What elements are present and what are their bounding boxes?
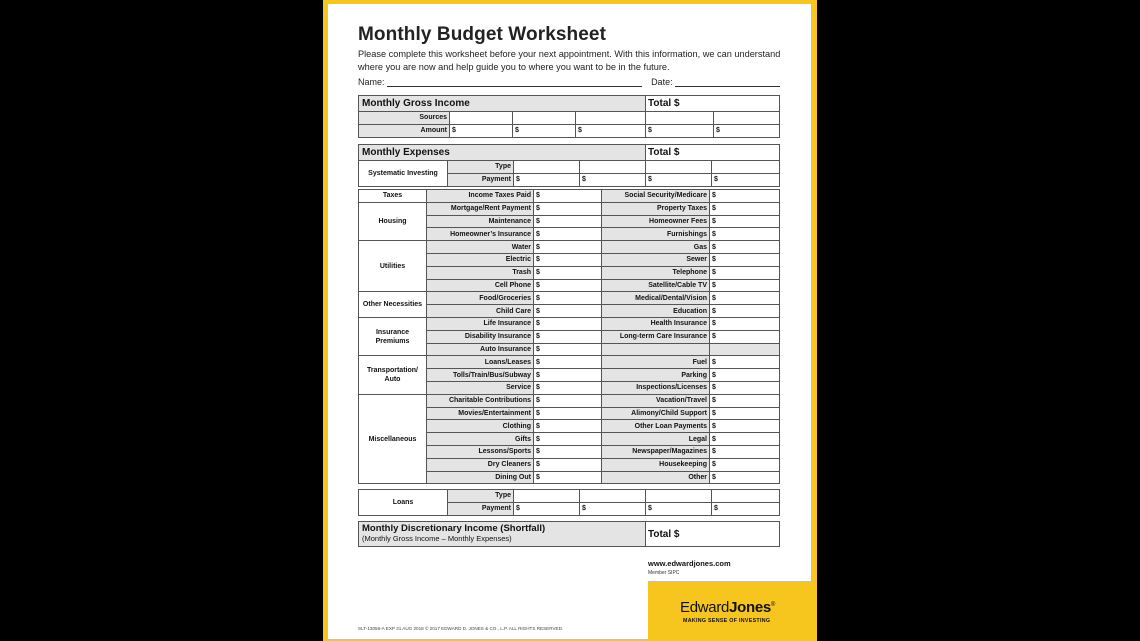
income-total[interactable]: Total $	[646, 96, 780, 112]
item-label: Satellite/Cable TV	[602, 279, 710, 292]
item-label: Clothing	[427, 420, 534, 433]
payment-cell[interactable]: $	[514, 173, 580, 186]
item-amount[interactable]: $	[710, 445, 780, 458]
item-amount[interactable]: $	[710, 253, 780, 266]
item-label: Gifts	[427, 433, 534, 446]
amount-cell[interactable]: $	[450, 124, 513, 137]
item-amount[interactable]: $	[534, 458, 602, 471]
item-label: Maintenance	[427, 215, 534, 228]
legal-text: SLT-13056-A EXP 31 AUG 2018 © 2017 EDWARD D. JONES & CO., L.P. ALL RIGHTS RESERVED.	[358, 626, 564, 631]
discretionary-cell	[359, 522, 646, 547]
item-label: Mortgage/Rent Payment	[427, 202, 534, 215]
item-label: Trash	[427, 266, 534, 279]
item-label: Other	[602, 471, 710, 484]
empty-label	[602, 343, 710, 356]
item-label: Vacation/Travel	[602, 394, 710, 407]
type-cell[interactable]	[712, 490, 780, 503]
item-amount[interactable]: $	[710, 330, 780, 343]
empty-amount	[710, 343, 780, 356]
item-amount[interactable]: $	[534, 445, 602, 458]
item-amount[interactable]: $	[534, 471, 602, 484]
brand-second: Jones	[729, 599, 771, 616]
type-cell[interactable]	[646, 161, 712, 174]
category-insurance: Insurance Premiums	[359, 317, 427, 355]
item-label: Gas	[602, 241, 710, 254]
website-link[interactable]: www.edwardjones.com	[648, 559, 731, 568]
item-label: Electric	[427, 253, 534, 266]
item-label: Medical/Dental/Vision	[602, 292, 710, 305]
type-cell[interactable]	[580, 490, 646, 503]
brand-block	[648, 581, 811, 639]
brand-tm: ®	[770, 602, 776, 608]
item-label: Legal	[602, 433, 710, 446]
worksheet-sheet	[323, 0, 817, 641]
item-amount[interactable]: $	[534, 381, 602, 394]
discretionary-title: Monthly Discretionary Income (Shortfall)	[362, 523, 546, 534]
amount-cell[interactable]: $	[714, 124, 780, 137]
item-label: Housekeeping	[602, 458, 710, 471]
item-label: Auto Insurance	[427, 343, 534, 356]
item-amount[interactable]: $	[710, 407, 780, 420]
income-table	[358, 95, 780, 138]
item-amount[interactable]: $	[710, 369, 780, 382]
category-housing: Housing	[359, 202, 427, 240]
type-cell[interactable]	[514, 161, 580, 174]
category-other-necessities: Other Necessities	[359, 292, 427, 318]
item-label: Dining Out	[427, 471, 534, 484]
brand-tagline: MAKING SENSE OF INVESTING	[683, 618, 771, 624]
item-label: Child Care	[427, 305, 534, 318]
item-label: Inspections/Licenses	[602, 381, 710, 394]
item-amount[interactable]: $	[534, 241, 602, 254]
item-label: Food/Groceries	[427, 292, 534, 305]
item-amount[interactable]: $	[534, 305, 602, 318]
source-cell[interactable]	[513, 112, 576, 125]
item-label: Alimony/Child Support	[602, 407, 710, 420]
discretionary-total[interactable]: Total $	[646, 522, 780, 547]
discretionary-subtitle: (Monthly Gross Income – Monthly Expenses)	[362, 534, 512, 543]
item-label: Other Loan Payments	[602, 420, 710, 433]
category-taxes: Taxes	[359, 190, 427, 203]
category-utilities: Utilities	[359, 241, 427, 292]
type-cell[interactable]	[580, 161, 646, 174]
item-amount[interactable]: $	[534, 292, 602, 305]
item-amount[interactable]: $	[534, 433, 602, 446]
item-amount[interactable]: $	[534, 369, 602, 382]
worksheet-page	[328, 4, 811, 639]
member-sipc: Member SIPC	[648, 570, 680, 576]
item-label: Social Security/Medicare	[602, 190, 710, 203]
item-label: Property Taxes	[602, 202, 710, 215]
item-label: Tolls/Train/Bus/Subway	[427, 369, 534, 382]
item-amount[interactable]: $	[534, 356, 602, 369]
item-label: Life Insurance	[427, 317, 534, 330]
item-amount[interactable]: $	[534, 266, 602, 279]
name-date-line	[358, 77, 783, 87]
amount-cell[interactable]: $	[576, 124, 646, 137]
item-label: Homeowner Fees	[602, 215, 710, 228]
item-amount[interactable]: $	[710, 228, 780, 241]
item-amount[interactable]: $	[534, 343, 602, 356]
source-cell[interactable]	[646, 112, 714, 125]
item-amount[interactable]: $	[534, 420, 602, 433]
item-label: Sewer	[602, 253, 710, 266]
item-label: Cell Phone	[427, 279, 534, 292]
systematic-investing-label: Systematic Investing	[359, 161, 448, 187]
item-amount[interactable]: $	[710, 266, 780, 279]
item-label: Income Taxes Paid	[427, 190, 534, 203]
payment-label: Payment	[448, 173, 514, 186]
name-label: Name:	[358, 77, 385, 87]
amount-cell[interactable]: $	[513, 124, 576, 137]
item-amount[interactable]: $	[710, 305, 780, 318]
category-miscellaneous: Miscellaneous	[359, 394, 427, 484]
payment-cell[interactable]: $	[514, 502, 580, 515]
payment-cell[interactable]: $	[580, 502, 646, 515]
item-label: Health Insurance	[602, 317, 710, 330]
payment-cell[interactable]: $	[712, 502, 780, 515]
item-amount[interactable]: $	[710, 292, 780, 305]
source-cell[interactable]	[714, 112, 780, 125]
category-transportation: Transportation/ Auto	[359, 356, 427, 394]
type-cell[interactable]	[712, 161, 780, 174]
type-cell[interactable]	[646, 490, 712, 503]
expenses-header-table	[358, 144, 780, 187]
item-label: Furnishings	[602, 228, 710, 241]
item-amount[interactable]: $	[534, 202, 602, 215]
item-amount[interactable]: $	[534, 279, 602, 292]
item-amount[interactable]: $	[710, 215, 780, 228]
item-amount[interactable]: $	[710, 420, 780, 433]
item-amount[interactable]: $	[710, 317, 780, 330]
item-label: Disability Insurance	[427, 330, 534, 343]
item-label: Education	[602, 305, 710, 318]
item-amount[interactable]: $	[534, 228, 602, 241]
item-amount[interactable]: $	[710, 241, 780, 254]
item-amount[interactable]: $	[710, 433, 780, 446]
item-amount[interactable]: $	[710, 394, 780, 407]
date-field[interactable]	[675, 77, 780, 87]
expenses-total[interactable]: Total $	[646, 145, 780, 161]
type-label: Type	[448, 161, 514, 174]
item-amount[interactable]: $	[710, 202, 780, 215]
loans-table	[358, 489, 780, 516]
item-label: Fuel	[602, 356, 710, 369]
item-label: Loans/Leases	[427, 356, 534, 369]
brand-logo	[680, 599, 775, 616]
item-amount[interactable]: $	[710, 381, 780, 394]
item-amount[interactable]: $	[710, 190, 780, 203]
discretionary-table	[358, 521, 780, 547]
item-label: Newspaper/Magazines	[602, 445, 710, 458]
income-title: Monthly Gross Income	[359, 96, 646, 112]
item-amount[interactable]: $	[534, 190, 602, 203]
expenses-title: Monthly Expenses	[359, 145, 646, 161]
source-cell[interactable]	[576, 112, 646, 125]
brand-first: Edward	[680, 599, 730, 616]
item-label: Movies/Entertainment	[427, 407, 534, 420]
item-amount[interactable]: $	[534, 317, 602, 330]
page-title: Monthly Budget Worksheet	[358, 24, 606, 45]
date-label: Date:	[651, 77, 673, 87]
name-field[interactable]	[387, 77, 642, 87]
payment-cell[interactable]: $	[646, 173, 712, 186]
item-label: Lessons/Sports	[427, 445, 534, 458]
item-amount[interactable]: $	[710, 458, 780, 471]
source-cell[interactable]	[450, 112, 513, 125]
item-amount[interactable]: $	[710, 471, 780, 484]
item-amount[interactable]: $	[534, 407, 602, 420]
item-amount[interactable]: $	[534, 330, 602, 343]
item-amount[interactable]: $	[534, 215, 602, 228]
amount-cell[interactable]: $	[646, 124, 714, 137]
item-label: Water	[427, 241, 534, 254]
item-label: Telephone	[602, 266, 710, 279]
item-amount[interactable]: $	[534, 253, 602, 266]
sources-label: Sources	[359, 112, 450, 125]
intro-text: Please complete this worksheet before your next appointment. With this information, we can understand where you are now and help guide you to where you want to be in the future.	[358, 49, 781, 72]
payment-cell[interactable]: $	[712, 173, 780, 186]
item-label: Dry Cleaners	[427, 458, 534, 471]
item-label: Parking	[602, 369, 710, 382]
expense-details-table	[358, 189, 780, 484]
item-amount[interactable]: $	[534, 394, 602, 407]
amount-label: Amount	[359, 124, 450, 137]
payment-label: Payment	[448, 502, 514, 515]
item-amount[interactable]: $	[710, 356, 780, 369]
item-amount[interactable]: $	[710, 279, 780, 292]
type-cell[interactable]	[514, 490, 580, 503]
payment-cell[interactable]: $	[646, 502, 712, 515]
payment-cell[interactable]: $	[580, 173, 646, 186]
item-label: Service	[427, 381, 534, 394]
item-label: Charitable Contributions	[427, 394, 534, 407]
item-label: Long-term Care Insurance	[602, 330, 710, 343]
loans-label: Loans	[359, 490, 448, 516]
item-label: Homeowner’s Insurance	[427, 228, 534, 241]
type-label: Type	[448, 490, 514, 503]
